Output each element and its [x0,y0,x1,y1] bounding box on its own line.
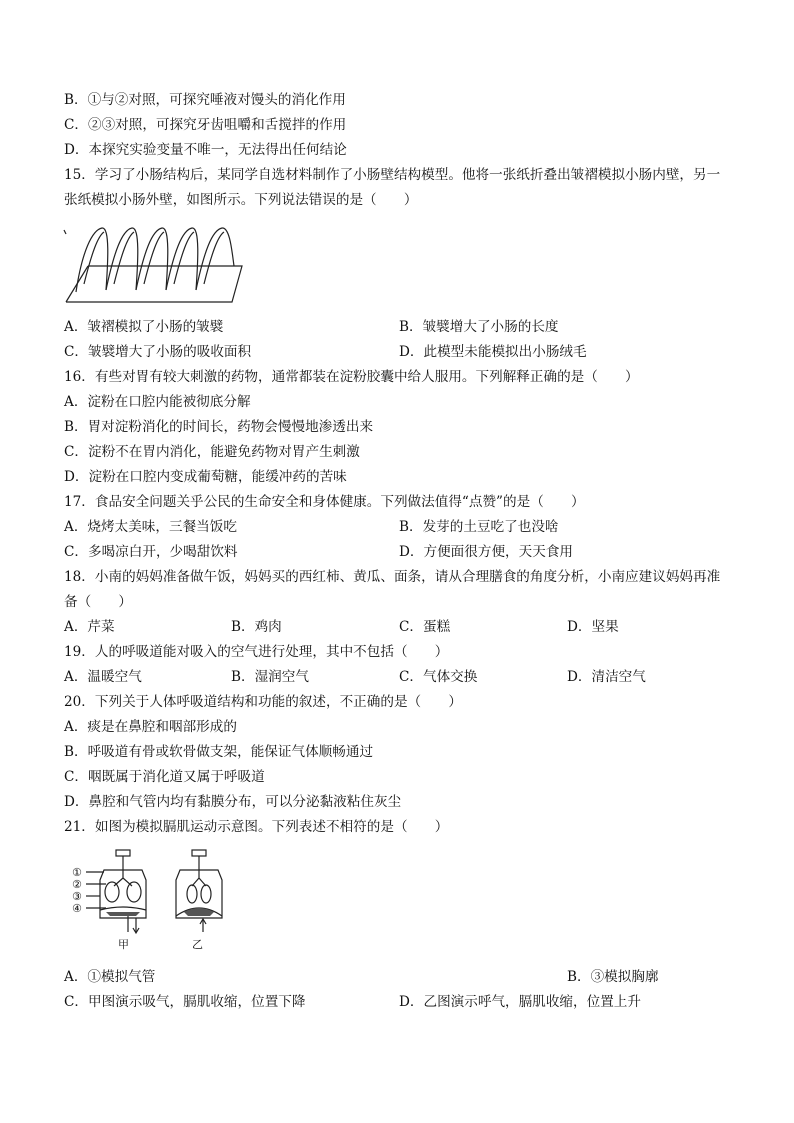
option-c: C．②③对照，可探究牙齿咀嚼和舌搅拌的作用 [64,117,347,133]
question-17-option-b: B．发芽的土豆吃了也没啥 [399,519,559,535]
question-18-option-c: C．蛋糕 [399,619,451,635]
question-17-stem: 17．食品安全问题关乎公民的生命安全和身体健康。下列做法值得“点赞”的是（ ） [64,494,585,510]
question-18-stem-line2: 备（ ） [64,594,132,610]
question-21-option-d: D．乙图演示呼气，膈肌收缩，位置上升 [399,994,641,1010]
question-15-option-c: C．皱襞增大了小肠的吸收面积 [64,344,252,360]
question-15-option-a: A．皱褶模拟了小肠的皱襞 [64,319,224,335]
intestine-fold-model-figure [62,222,244,306]
question-15-stem-line1: 15．学习了小肠结构后，某同学自选材料制作了小肠壁结构模型。他将一张纸折叠出皱褶模拟小肠内壁，另一 [64,167,721,183]
question-18-stem-line1: 18．小南的妈妈准备做午饭，妈妈买的西红柿、黄瓜、面条，请从合理膳食的角度分析，小南应建议妈妈再准 [64,569,721,585]
question-16-option-a: A．淀粉在口腔内能被彻底分解 [64,394,251,410]
question-19-option-b: B．湿润空气 [231,669,309,685]
fig-label-3: ③ [72,890,82,903]
question-17-option-c: C．多喝凉白开，少喝甜饮料 [64,544,238,560]
option-b: B．①与②对照，可探究唾液对馒头的消化作用 [64,92,346,108]
question-15-stem-line2: 张纸模拟小肠外壁，如图所示。下列说法错误的是（ ） [64,192,418,208]
question-19-stem: 19．人的呼吸道能对吸入的空气进行处理，其中不包括（ ） [64,644,449,660]
question-20-option-c: C．咽既属于消化道又属于呼吸道 [64,769,265,785]
question-17-option-d: D．方便面很方便，天天食用 [399,544,574,560]
question-19-option-a: A．温暖空气 [64,669,142,685]
question-15-option-d: D．此模型未能模拟出小肠绒毛 [399,344,587,360]
question-19-option-d: D．清洁空气 [567,669,646,685]
question-18-option-d: D．坚果 [567,619,619,635]
question-21-option-b: B．③模拟胸廓 [567,969,659,985]
question-17-option-a: A．烧烤太美味，三餐当饭吃 [64,519,237,535]
question-20-option-d: D．鼻腔和气管内均有黏膜分布，可以分泌黏液粘住灰尘 [64,794,402,810]
question-21-option-c: C．甲图演示吸气，膈肌收缩，位置下降 [64,994,306,1010]
question-16-stem: 16．有些对胃有较大刺激的药物，通常都装在淀粉胶囊中给人服用。下列解释正确的是（ ） [64,369,639,385]
question-15-option-b: B．皱襞增大了小肠的长度 [399,319,559,335]
fig-label-2: ② [72,878,82,891]
question-21-option-a: A．①模拟气管 [64,969,156,985]
question-18-option-a: A．芹菜 [64,619,115,635]
question-20-stem: 20．下列关于人体呼吸道结构和功能的叙述，不正确的是（ ） [64,694,462,710]
question-16-option-c: C．淀粉不在胃内消化，能避免药物对胃产生刺激 [64,444,360,460]
question-20-option-a: A．痰是在鼻腔和咽部形成的 [64,719,237,735]
question-19-option-c: C．气体交换 [399,669,478,685]
option-d: D．本探究实验变量不唯一，无法得出任何结论 [64,142,347,158]
fig-label-4: ④ [72,902,82,915]
fig-label-1: ① [72,866,82,879]
question-18-option-b: B．鸡肉 [231,619,282,635]
question-21-stem: 21．如图为模拟膈肌运动示意图。下列表述不相符的是（ ） [64,819,449,835]
diaphragm-model-figure [66,848,226,954]
fig-caption-left: 甲 [118,938,129,951]
question-20-option-b: B．呼吸道有骨或软骨做支架，能保证气体顺畅通过 [64,744,374,760]
question-16-option-b: B．胃对淀粉消化的时间长，药物会慢慢地渗透出来 [64,419,374,435]
question-16-option-d: D．淀粉在口腔内变成葡萄糖，能缓冲药的苦味 [64,469,347,485]
fig-caption-right: 乙 [192,938,203,951]
